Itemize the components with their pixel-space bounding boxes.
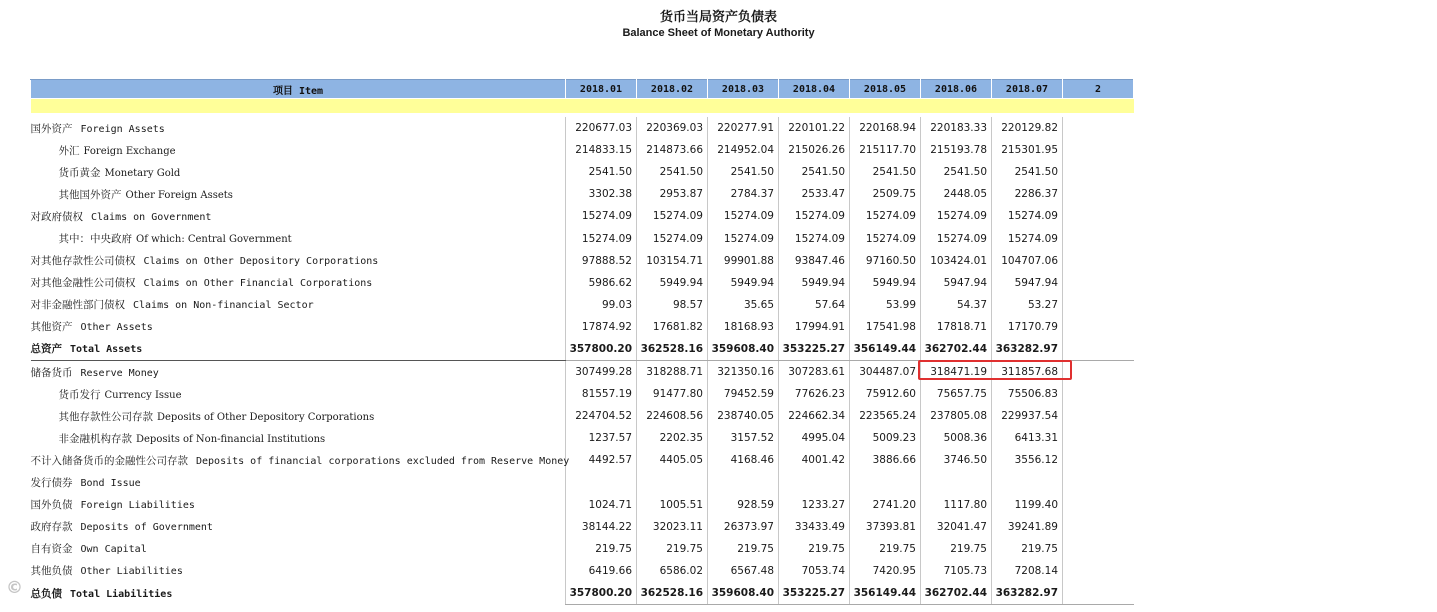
cell-value: 307283.61 (779, 361, 850, 384)
cell-value: 77626.23 (779, 383, 850, 405)
cell-value: 4168.46 (708, 449, 779, 471)
total-liabilities-row (31, 582, 1134, 605)
cell-value: 75912.60 (850, 383, 921, 405)
column-header-2018-01: 2018.01 (566, 80, 637, 99)
table-row (31, 272, 1134, 294)
total-assets-row (31, 338, 1134, 361)
cell-value: 356149.44 (850, 582, 921, 605)
cell-value: 6419.66 (566, 560, 637, 582)
row-label: 对其他金融性公司债权 Claims on Other Financial Corporations (30, 277, 373, 290)
cell-value (992, 472, 1063, 494)
cell-value (1063, 383, 1134, 405)
cell-value (1063, 405, 1134, 427)
cell-value: 3746.50 (921, 449, 992, 471)
cell-value: 220183.33 (921, 117, 992, 139)
table-row (31, 205, 1134, 227)
cell-value: 98.57 (637, 294, 708, 316)
cell-value (1063, 338, 1134, 361)
cell-value: 359608.40 (708, 582, 779, 605)
cell-value: 15274.09 (637, 205, 708, 227)
table-row (31, 316, 1134, 338)
cell-value: 220129.82 (992, 117, 1063, 139)
cell-value: 219.75 (850, 538, 921, 560)
cell-value: 238740.05 (708, 405, 779, 427)
row-label: 自有资金 Own Capital (30, 543, 147, 556)
cell-value (1063, 361, 1134, 384)
cell-value (1063, 582, 1134, 605)
cell-value: 15274.09 (850, 227, 921, 249)
cell-value: 2541.50 (708, 161, 779, 183)
cell-value: 219.75 (708, 538, 779, 560)
cell-value: 5986.62 (566, 272, 637, 294)
cell-value (1063, 538, 1134, 560)
cell-value: 2784.37 (708, 183, 779, 205)
cell-value: 15274.09 (779, 205, 850, 227)
cell-value: 17681.82 (637, 316, 708, 338)
cell-value: 214833.15 (566, 139, 637, 161)
row-label: 其他资产 Other Assets (30, 321, 153, 334)
cell-value: 220168.94 (850, 117, 921, 139)
cell-value: 363282.97 (992, 582, 1063, 605)
title-chinese: 货币当局资产负债表 (659, 10, 777, 25)
cell-value: 5009.23 (850, 427, 921, 449)
cell-value: 5008.36 (921, 427, 992, 449)
cell-value: 2541.50 (850, 161, 921, 183)
cell-value: 97160.50 (850, 250, 921, 272)
column-header-item: 项目 Item (31, 80, 566, 99)
cell-value: 304487.07 (850, 361, 921, 384)
cell-value: 32023.11 (637, 516, 708, 538)
cell-value: 353225.27 (779, 338, 850, 361)
cell-value: 7420.95 (850, 560, 921, 582)
table-row (31, 183, 1134, 205)
row-label: 对非金融性部门债权 Claims on Non-financial Sector (30, 299, 314, 312)
cell-value: 3556.12 (992, 449, 1063, 471)
cell-value: 17170.79 (992, 316, 1063, 338)
column-header-2018-03: 2018.03 (708, 80, 779, 99)
cell-value: 307499.28 (566, 361, 637, 384)
cell-value: 353225.27 (779, 582, 850, 605)
cell-value (1063, 516, 1134, 538)
cell-value: 224608.56 (637, 405, 708, 427)
column-header-2018-04: 2018.04 (779, 80, 850, 99)
cell-value: 2448.05 (921, 183, 992, 205)
cell-value: 15274.09 (708, 227, 779, 249)
cell-value: 15274.09 (566, 205, 637, 227)
cell-value: 220277.91 (708, 117, 779, 139)
cell-value: 26373.97 (708, 516, 779, 538)
cell-value: 17541.98 (850, 316, 921, 338)
table-row (31, 250, 1134, 272)
cell-value: 5949.94 (850, 272, 921, 294)
cell-value: 357800.20 (566, 338, 637, 361)
cell-value: 53.27 (992, 294, 1063, 316)
balance-sheet-table (30, 79, 1134, 605)
row-label: 政府存款 Deposits of Government (30, 521, 213, 534)
cell-value (850, 472, 921, 494)
cell-value: 6586.02 (637, 560, 708, 582)
column-header-2018-05: 2018.05 (850, 80, 921, 99)
watermark: © (6, 578, 23, 598)
cell-value: 32041.47 (921, 516, 992, 538)
cell-value: 17994.91 (779, 316, 850, 338)
cell-value: 2202.35 (637, 427, 708, 449)
cell-value: 4001.42 (779, 449, 850, 471)
cell-value (1063, 316, 1134, 338)
cell-value: 214873.66 (637, 139, 708, 161)
cell-value: 93847.46 (779, 250, 850, 272)
cell-value: 1024.71 (566, 494, 637, 516)
cell-value: 215301.95 (992, 139, 1063, 161)
cell-value (1063, 449, 1134, 471)
cell-value: 103424.01 (921, 250, 992, 272)
cell-value (1063, 117, 1134, 139)
cell-value: 17818.71 (921, 316, 992, 338)
row-label: 货币黄金 Monetary Gold (58, 166, 181, 179)
cell-value: 2541.50 (566, 161, 637, 183)
row-label: 国外负债 Foreign Liabilities (30, 499, 195, 512)
cell-value: 928.59 (708, 494, 779, 516)
cell-value: 7053.74 (779, 560, 850, 582)
cell-value: 15274.09 (992, 205, 1063, 227)
cell-value: 321350.16 (708, 361, 779, 384)
cell-value: 219.75 (637, 538, 708, 560)
cell-value (708, 472, 779, 494)
cell-value: 5949.94 (637, 272, 708, 294)
cell-value: 54.37 (921, 294, 992, 316)
cell-value (1063, 427, 1134, 449)
cell-value: 2541.50 (921, 161, 992, 183)
cell-value: 2541.50 (992, 161, 1063, 183)
cell-value: 224704.52 (566, 405, 637, 427)
cell-value: 5947.94 (992, 272, 1063, 294)
cell-value: 1237.57 (566, 427, 637, 449)
cell-value: 2741.20 (850, 494, 921, 516)
cell-value (1063, 560, 1134, 582)
cell-value (1063, 205, 1134, 227)
row-label: 外汇 Foreign Exchange (58, 144, 176, 157)
cell-value: 219.75 (566, 538, 637, 560)
cell-value (1063, 161, 1134, 183)
column-header-2018-06: 2018.06 (921, 80, 992, 99)
cell-value (1063, 183, 1134, 205)
cell-value: 2286.37 (992, 183, 1063, 205)
cell-value: 6413.31 (992, 427, 1063, 449)
row-label: 总负债 Total Liabilities (30, 587, 173, 600)
cell-value: 5949.94 (779, 272, 850, 294)
table-row (31, 117, 1134, 139)
cell-value: 215026.26 (779, 139, 850, 161)
cell-value: 35.65 (708, 294, 779, 316)
cell-value: 3886.66 (850, 449, 921, 471)
row-label: 对其他存款性公司债权 Claims on Other Depository Corporations (30, 255, 379, 268)
table-row (31, 449, 1134, 471)
cell-value (921, 472, 992, 494)
cell-value: 215193.78 (921, 139, 992, 161)
row-label: 其他负债 Other Liabilities (30, 565, 183, 578)
cell-value: 15274.09 (850, 205, 921, 227)
row-label: 其他存款性公司存款 Deposits of Other Depository Corporations (58, 410, 375, 423)
cell-value: 15274.09 (921, 205, 992, 227)
cell-value: 214952.04 (708, 139, 779, 161)
table-row (31, 227, 1134, 249)
cell-value: 220101.22 (779, 117, 850, 139)
cell-value: 362528.16 (637, 338, 708, 361)
cell-value: 356149.44 (850, 338, 921, 361)
row-label: 非金融机构存款 Deposits of Non-financial Institutions (58, 432, 326, 445)
cell-value-highlighted: 311857.68 (992, 361, 1063, 384)
cell-value: 219.75 (779, 538, 850, 560)
cell-value: 5947.94 (921, 272, 992, 294)
cell-value: 215117.70 (850, 139, 921, 161)
row-label: 其中：中央政府 Of which: Central Government (58, 233, 292, 246)
cell-value: 91477.80 (637, 383, 708, 405)
row-label: 总资产 Total Assets (31, 338, 566, 361)
cell-value: 4995.04 (779, 427, 850, 449)
cell-value (1063, 272, 1134, 294)
yellow-band-row (31, 99, 1134, 114)
cell-value: 1233.27 (779, 494, 850, 516)
table-row (31, 538, 1134, 560)
cell-value: 219.75 (921, 538, 992, 560)
cell-value: 75506.83 (992, 383, 1063, 405)
row-label: 储备货币 Reserve Money (30, 366, 159, 379)
cell-value: 75657.75 (921, 383, 992, 405)
cell-value: 2509.75 (850, 183, 921, 205)
cell-value: 362702.44 (921, 338, 992, 361)
cell-value: 97888.52 (566, 250, 637, 272)
cell-value (1063, 250, 1134, 272)
cell-value (1063, 227, 1134, 249)
table-row (31, 383, 1134, 405)
cell-value: 1117.80 (921, 494, 992, 516)
header-row (31, 80, 1134, 99)
cell-value: 4492.57 (566, 449, 637, 471)
cell-value: 220677.03 (566, 117, 637, 139)
cell-value (637, 472, 708, 494)
row-label: 国外资产 Foreign Assets (30, 122, 165, 135)
cell-value: 2533.47 (779, 183, 850, 205)
cell-value: 103154.71 (637, 250, 708, 272)
cell-value (1063, 494, 1134, 516)
cell-value: 99901.88 (708, 250, 779, 272)
cell-value (1063, 139, 1134, 161)
table-row (31, 405, 1134, 427)
cell-value: 3302.38 (566, 183, 637, 205)
table-row (31, 294, 1134, 316)
table-row (31, 427, 1134, 449)
cell-value: 15274.09 (779, 227, 850, 249)
table-row (31, 472, 1134, 494)
table-row (31, 161, 1134, 183)
cell-value: 99.03 (566, 294, 637, 316)
cell-value: 5949.94 (708, 272, 779, 294)
table-row (31, 516, 1134, 538)
cell-value-highlighted: 318471.19 (921, 361, 992, 384)
cell-value (566, 472, 637, 494)
cell-value: 359608.40 (708, 338, 779, 361)
cell-value: 1199.40 (992, 494, 1063, 516)
cell-value: 57.64 (779, 294, 850, 316)
cell-value: 7208.14 (992, 560, 1063, 582)
cell-value: 2541.50 (637, 161, 708, 183)
cell-value (1063, 472, 1134, 494)
cell-value: 363282.97 (992, 338, 1063, 361)
table-row (31, 361, 1134, 384)
column-header-2018-02: 2018.02 (637, 80, 708, 99)
cell-value: 224662.34 (779, 405, 850, 427)
cell-value: 220369.03 (637, 117, 708, 139)
cell-value: 37393.81 (850, 516, 921, 538)
table-row (31, 494, 1134, 516)
row-label: 对政府债权 Claims on Government (30, 210, 212, 223)
cell-value: 15274.09 (566, 227, 637, 249)
cell-value: 39241.89 (992, 516, 1063, 538)
table-row (31, 139, 1134, 161)
cell-value: 81557.19 (566, 383, 637, 405)
cell-value: 6567.48 (708, 560, 779, 582)
row-label: 发行债券 Bond Issue (30, 477, 141, 490)
cell-value: 53.99 (850, 294, 921, 316)
cell-value: 104707.06 (992, 250, 1063, 272)
cell-value: 318288.71 (637, 361, 708, 384)
cell-value: 15274.09 (992, 227, 1063, 249)
cell-value: 79452.59 (708, 383, 779, 405)
cell-value: 3157.52 (708, 427, 779, 449)
cell-value: 15274.09 (708, 205, 779, 227)
cell-value: 1005.51 (637, 494, 708, 516)
cell-value: 38144.22 (566, 516, 637, 538)
cell-value: 357800.20 (566, 582, 637, 605)
cell-value: 362702.44 (921, 582, 992, 605)
row-label: 货币发行 Currency Issue (58, 388, 182, 401)
cell-value: 237805.08 (921, 405, 992, 427)
cell-value: 33433.49 (779, 516, 850, 538)
cell-value: 223565.24 (850, 405, 921, 427)
cell-value: 2541.50 (779, 161, 850, 183)
cell-value: 362528.16 (637, 582, 708, 605)
cell-value: 219.75 (992, 538, 1063, 560)
cell-value: 7105.73 (921, 560, 992, 582)
cell-value: 2953.87 (637, 183, 708, 205)
cell-value (779, 472, 850, 494)
cell-value: 18168.93 (708, 316, 779, 338)
column-header-2018-07: 2018.07 (992, 80, 1063, 99)
column-header-truncated: 2 (1063, 80, 1134, 99)
row-label: 其他国外资产 Other Foreign Assets (58, 188, 233, 201)
cell-value (1063, 294, 1134, 316)
cell-value: 17874.92 (566, 316, 637, 338)
cell-value: 15274.09 (921, 227, 992, 249)
cell-value: 4405.05 (637, 449, 708, 471)
row-label: 不计入储备货币的金融性公司存款 Deposits of financial corporations excluded from Reserve Money (30, 454, 570, 467)
cell-value: 15274.09 (637, 227, 708, 249)
title-english: Balance Sheet of Monetary Authority (622, 27, 815, 39)
cell-value: 229937.54 (992, 405, 1063, 427)
table-row (31, 560, 1134, 582)
